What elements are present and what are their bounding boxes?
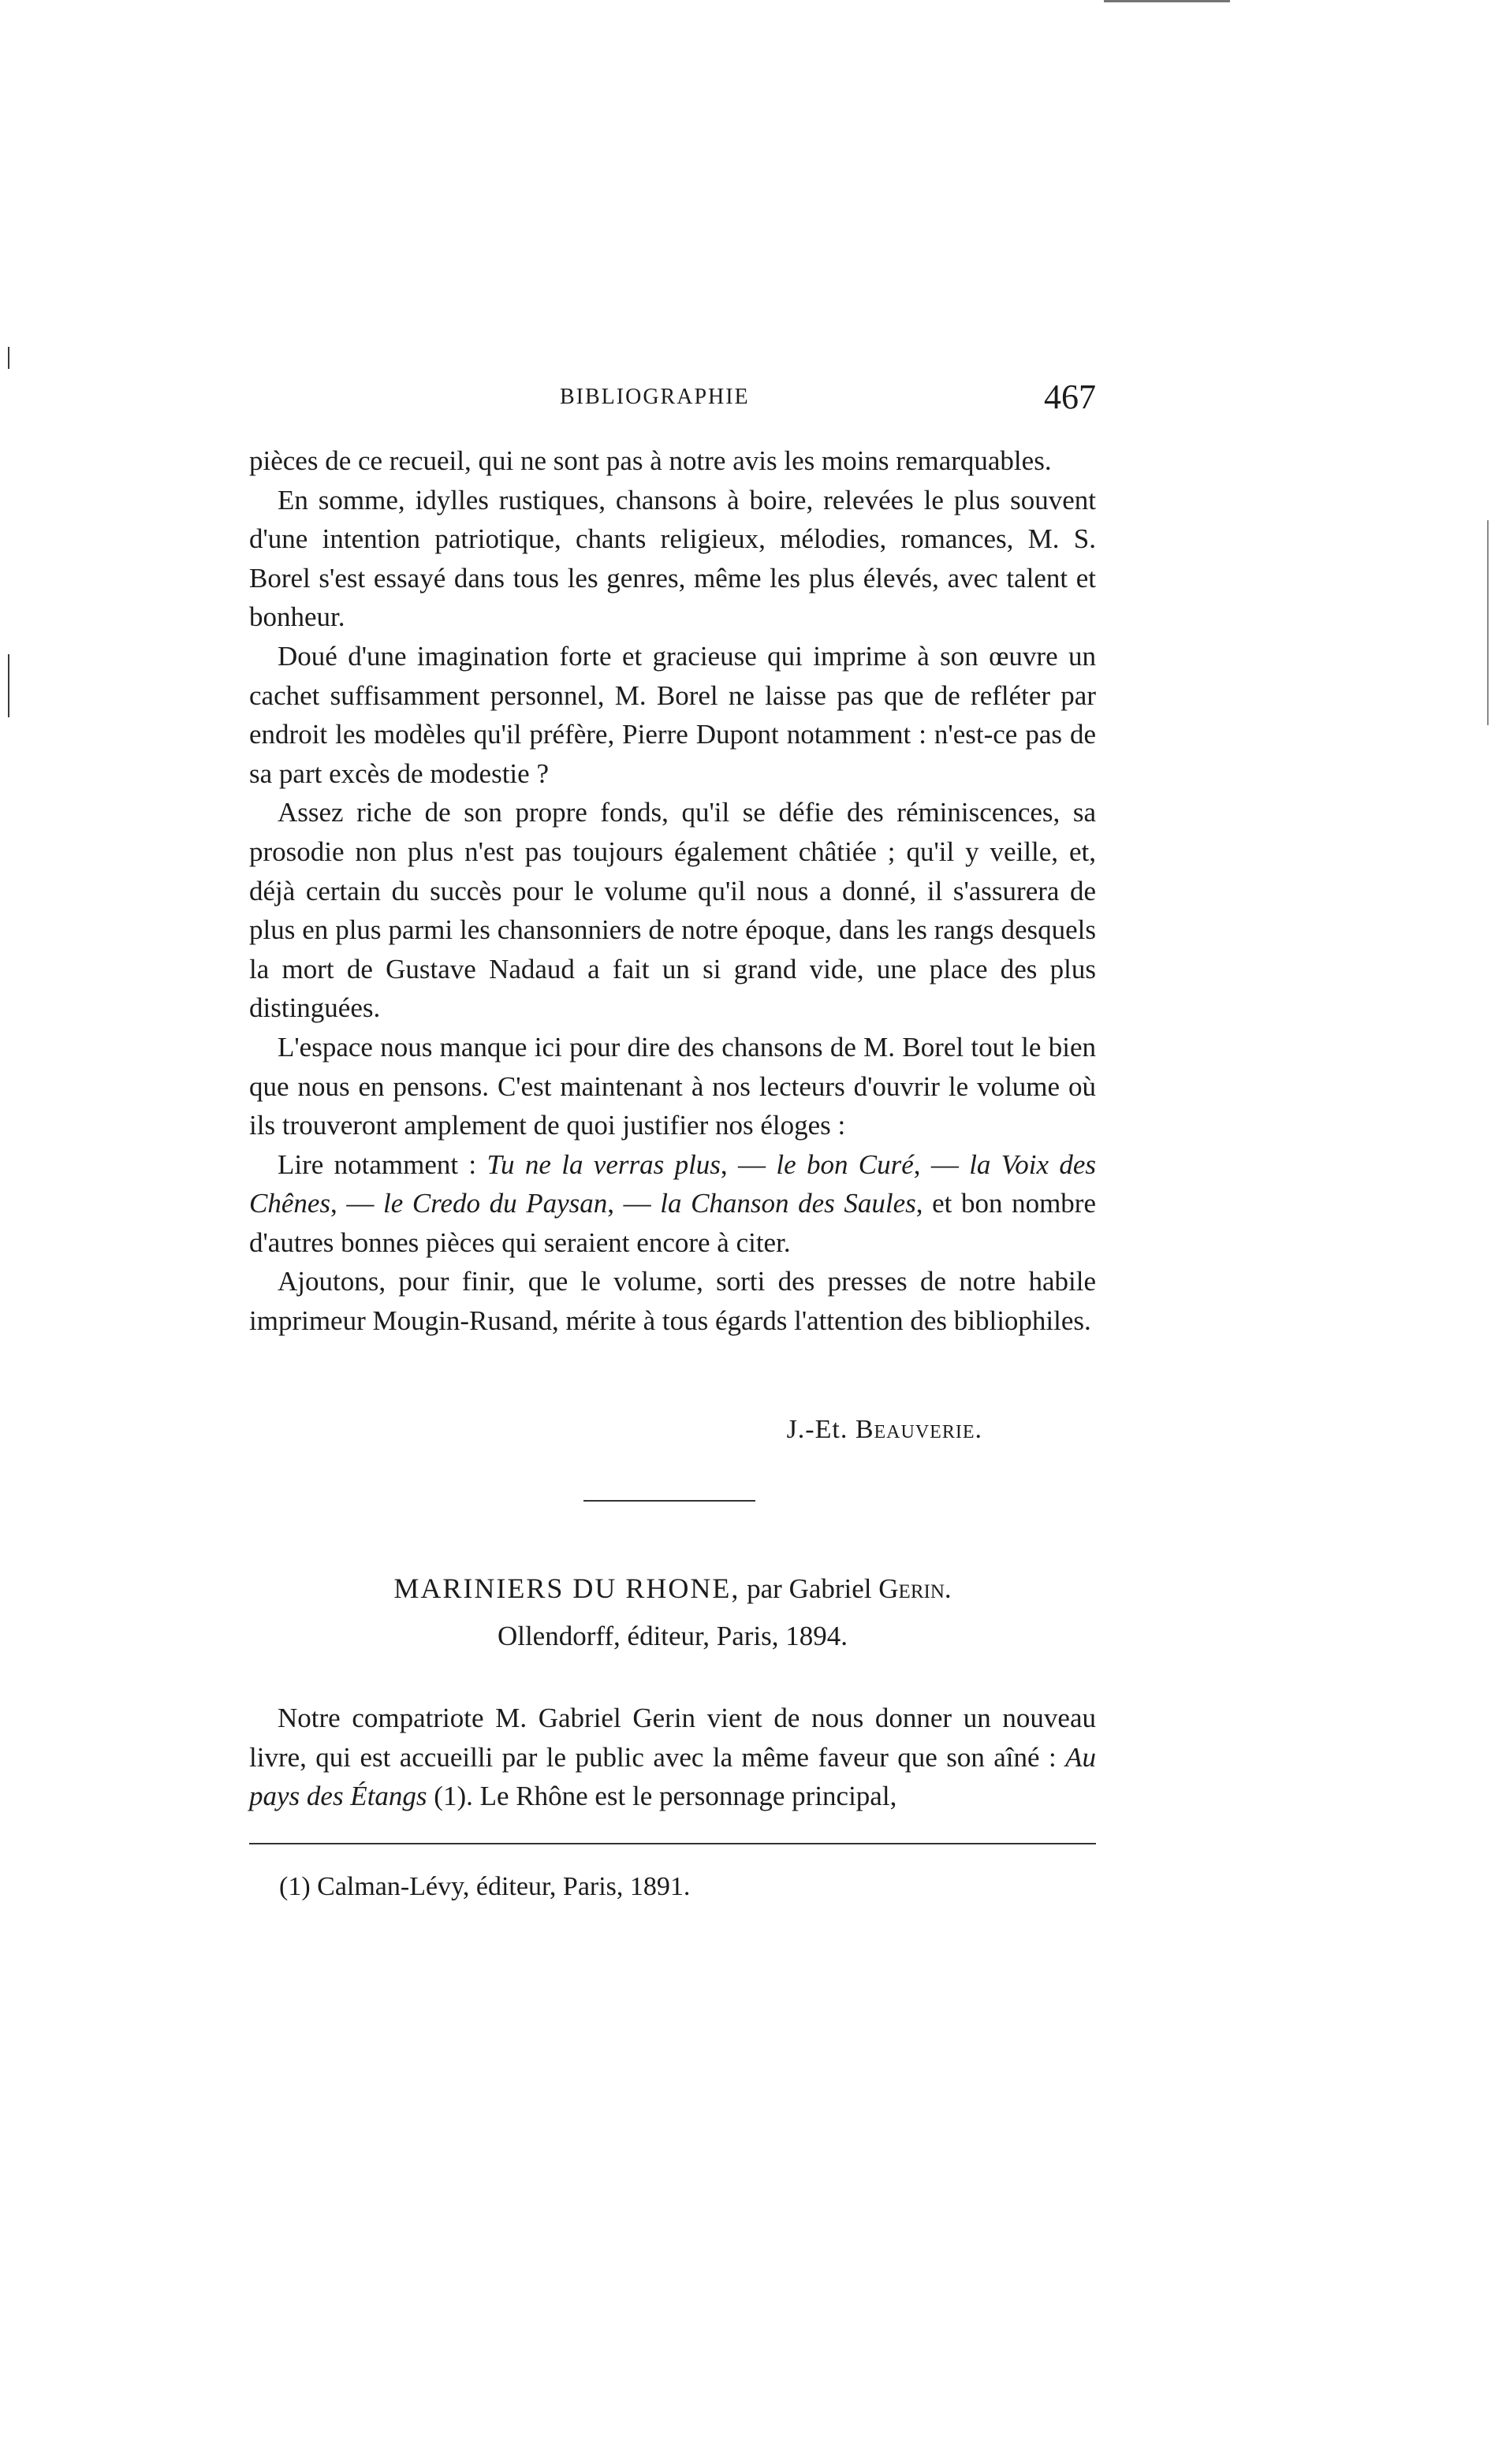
paragraph-1: pièces de ce recueil, qui ne sont pas à notre avis les moins remarquables.: [249, 445, 1052, 476]
paragraph-7: Ajoutons, pour finir, que le volume, sorti des presses de notre habile imprimeur Mougin-Rusand, mérite à tous égards l'attention des bibliophiles.: [249, 1266, 1096, 1337]
paragraph-2: En somme, idylles rustiques, chansons à boire, relevées le plus souvent d'une intention patriotique, chants religieux, mélodies, romances, M. S. Borel s'est essayé dans tous les genres, même les plus élevés, avec talent et bonheur.: [249, 484, 1096, 633]
signature-surname: Beauverie.: [855, 1415, 982, 1444]
song-title-4: le Credo du Paysan: [383, 1188, 608, 1219]
page-number: 467: [1044, 378, 1096, 416]
signature-initials: J.-Et.: [786, 1415, 855, 1444]
footnote-rule: [249, 1843, 1096, 1844]
review-paragraph-1: [249, 1699, 1096, 1816]
book-publisher: Ollendorff, éditeur, Paris, 1894.: [497, 1621, 848, 1651]
song-title-1: Tu ne la verras plus: [486, 1148, 721, 1180]
cited-book-title: Au pays des Étangs: [249, 1741, 1096, 1812]
review-lead: Notre compatriote M. Gabriel Gerin vient de nous donner un nouveau livre, qui est accueilli par le public avec la même faveur que son aîné :: [249, 1703, 1096, 1773]
review-heading: [249, 1565, 1096, 1660]
p6-sep-2: , —: [913, 1148, 970, 1180]
p6-sep-1: , —: [720, 1148, 777, 1180]
page-header: [249, 377, 1096, 424]
section-divider: [583, 1500, 755, 1502]
scan-mark-right: [1487, 520, 1489, 725]
review-tail: (1). Le Rhône est le personnage principal,: [427, 1781, 897, 1812]
scan-mark-left: [8, 347, 9, 369]
review-body: [249, 1699, 1096, 1816]
paragraph-5: L'espace nous manque ici pour dire des chansons de M. Borel tout le bien que nous en pensons. C'est maintenant à nos lecteurs d'ouvrir le volume où ils trouveront amplement de quoi justifier nos éloges :: [249, 1031, 1096, 1141]
footnote: (1) Calman-Lévy, éditeur, Paris, 1891.: [279, 1872, 691, 1901]
scan-mark-top: [1104, 0, 1230, 2]
paragraph-4: Assez riche de son propre fonds, qu'il se défie des réminiscences, sa prosodie non plus n'est pas toujours également châtiée ; qu'il y veille, et, déjà certain du succès pour le volume qu'il nous a donné, il s'assurera de plus en plus parmi les chansonniers de notre époque, dans les rangs desquels la mort de Gustave Nadaud a fait un si grand vide, une place des plus distinguées.: [249, 797, 1096, 1024]
running-title: BIBLIOGRAPHIE: [560, 385, 750, 409]
article-body: [249, 441, 1096, 1341]
book-by: par Gabriel: [740, 1573, 879, 1604]
review-title-line: [249, 1565, 1096, 1613]
scan-mark-left-2: [8, 654, 9, 717]
p6-lead: Lire notamment :: [278, 1148, 487, 1180]
song-title-5: la Chanson des Saules: [660, 1188, 916, 1219]
p6-sep-3: , —: [330, 1188, 383, 1219]
paragraph-3: Doué d'une imagination forte et gracieuse qui imprime à son œuvre un cachet suffisamment personnel, M. Borel ne laisse pas que de refléter par endroit les modèles qu'il préfère, Pierre Dupont notamment : n'est-ce pas de sa part excès de modestie ?: [249, 640, 1096, 789]
song-title-3: la Voix des Chênes: [249, 1148, 1097, 1219]
p6-tail: , et bon nombre d'autres bonnes pièces qui seraient encore à citer.: [249, 1188, 1096, 1258]
book-title: MARINIERS DU RHONE,: [393, 1573, 740, 1604]
paragraph-6: [249, 1145, 1096, 1263]
book-author: Gerin.: [878, 1573, 952, 1604]
signature: [787, 1415, 982, 1445]
p6-sep-4: , —: [607, 1188, 661, 1219]
song-title-2: le bon Curé: [776, 1148, 914, 1180]
